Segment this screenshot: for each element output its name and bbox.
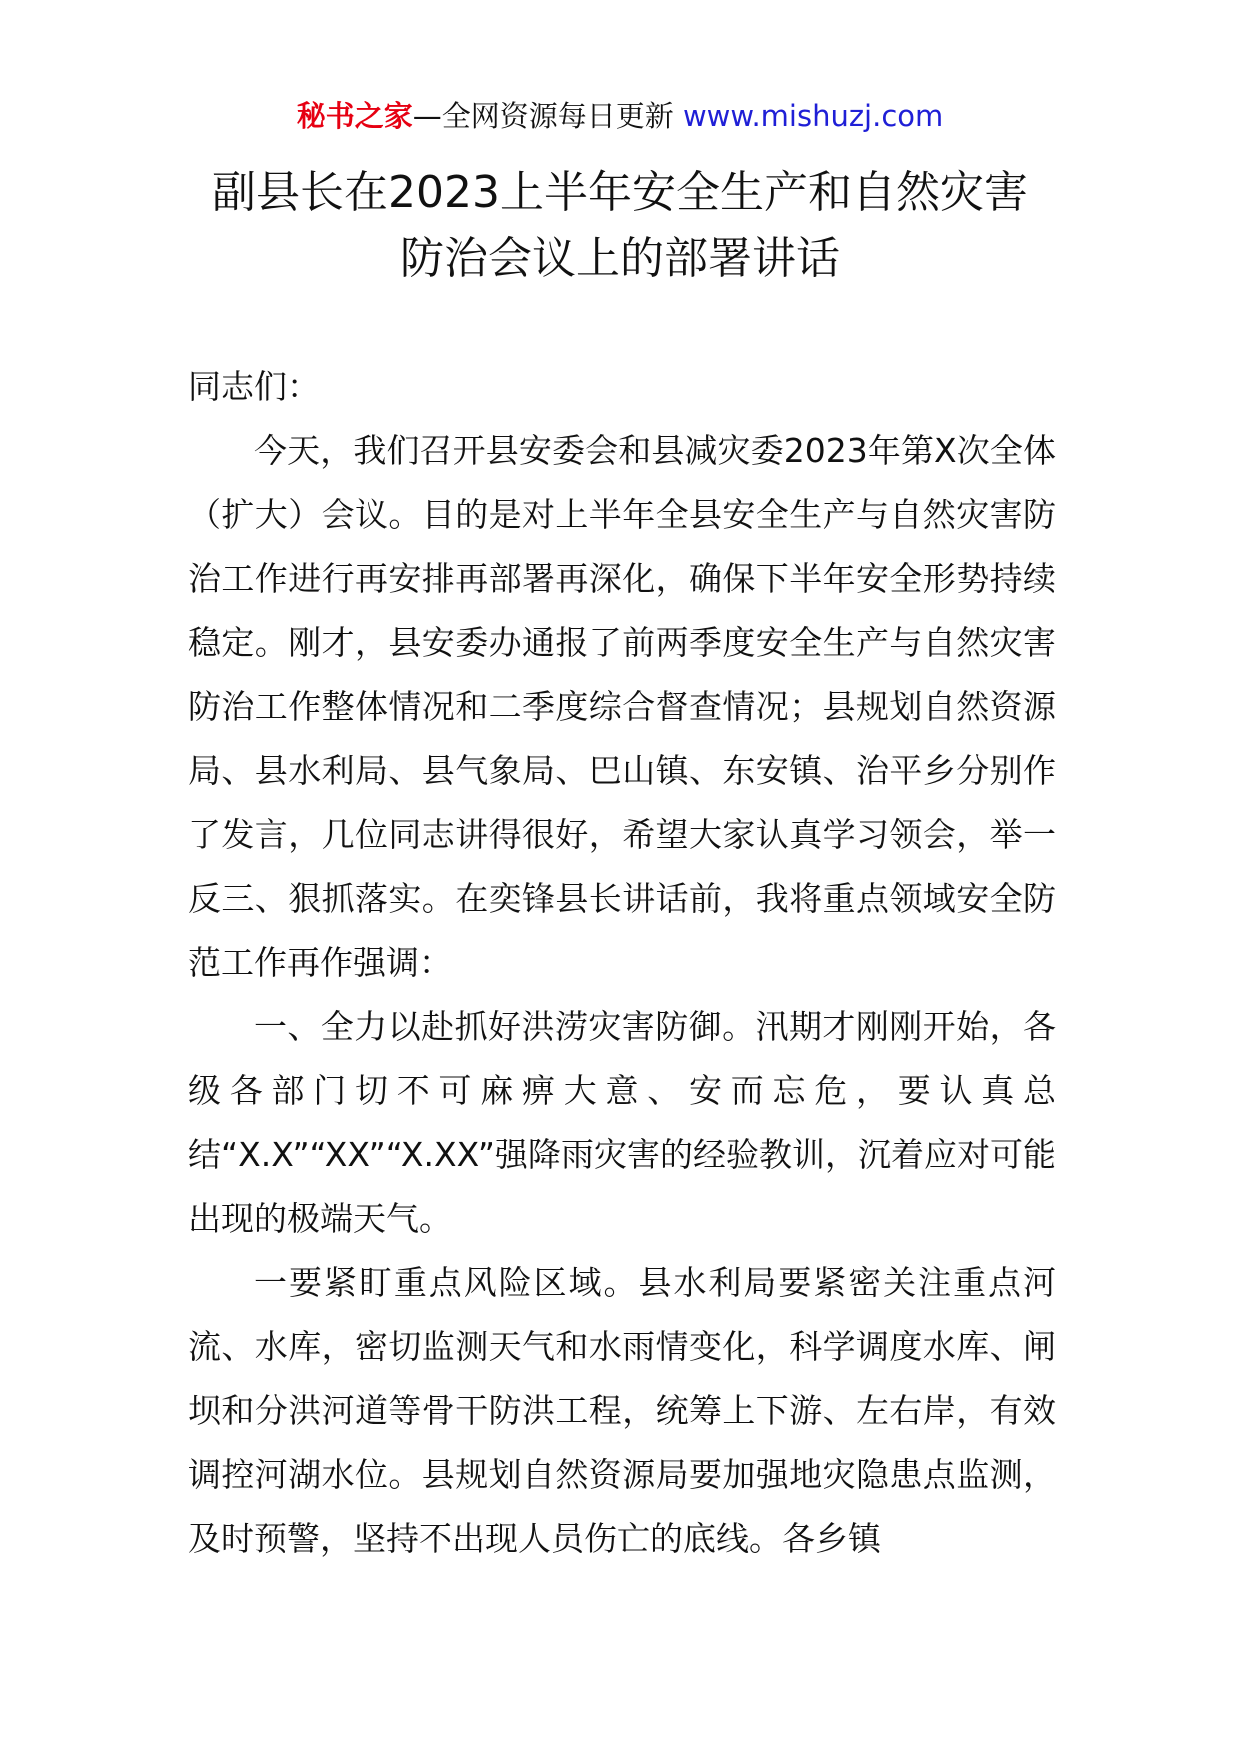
site-header (0, 96, 1240, 136)
document-body (188, 355, 1056, 1571)
title-line-2: 防治会议上的部署讲话 (400, 233, 840, 284)
paragraph-intro: 今天，我们召开县安委会和县减灾委2023年第X次全体（扩大）会议。目的是对上半年全县安全生产与自然灾害防治工作进行再安排再部署再深化，确保下半年安全形势持续稳定。刚才，县安委办通报了前两季度安全生产与自然灾害防治工作整体情况和二季度综合督查情况；县规划自然资源局、县水利局、县气象局、巴山镇、东安镇、治平乡分别作了发言，几位同志讲得很好，希望大家认真学习领会，举一反三、狠抓落实。在奕锋县长讲话前，我将重点领域安全防范工作再作强调： (188, 431, 1056, 982)
paragraph-point-one: 一要紧盯重点风险区域。县水利局要紧密关注重点河流、水库，密切监测天气和水雨情变化，科学调度水库、闸坝和分洪河道等骨干防洪工程，统筹上下游、左右岸，有效调控河湖水位。县规划自然资源局要加强地灾隐患点监测，及时预警，坚持不出现人员伤亡的底线。各乡镇 (188, 1263, 1056, 1558)
title-line-1: 副县长在2023上半年安全生产和自然灾害 (212, 167, 1028, 218)
site-brand: 秘书之家 (296, 99, 413, 133)
site-tagline: —全网资源每日更新 (412, 99, 674, 133)
site-url-link[interactable]: www.mishuzj.com (682, 99, 944, 133)
document-title (150, 160, 1090, 292)
paragraph-section-one: 一、全力以赴抓好洪涝灾害防御。汛期才刚刚开始，各级各部门切不可麻痹大意、安而忘危，要认真总结“X.X”“XX”“X.XX”强降雨灾害的经验教训，沉着应对可能出现的极端天气。 (188, 1007, 1056, 1238)
salutation: 同志们： (188, 367, 320, 406)
